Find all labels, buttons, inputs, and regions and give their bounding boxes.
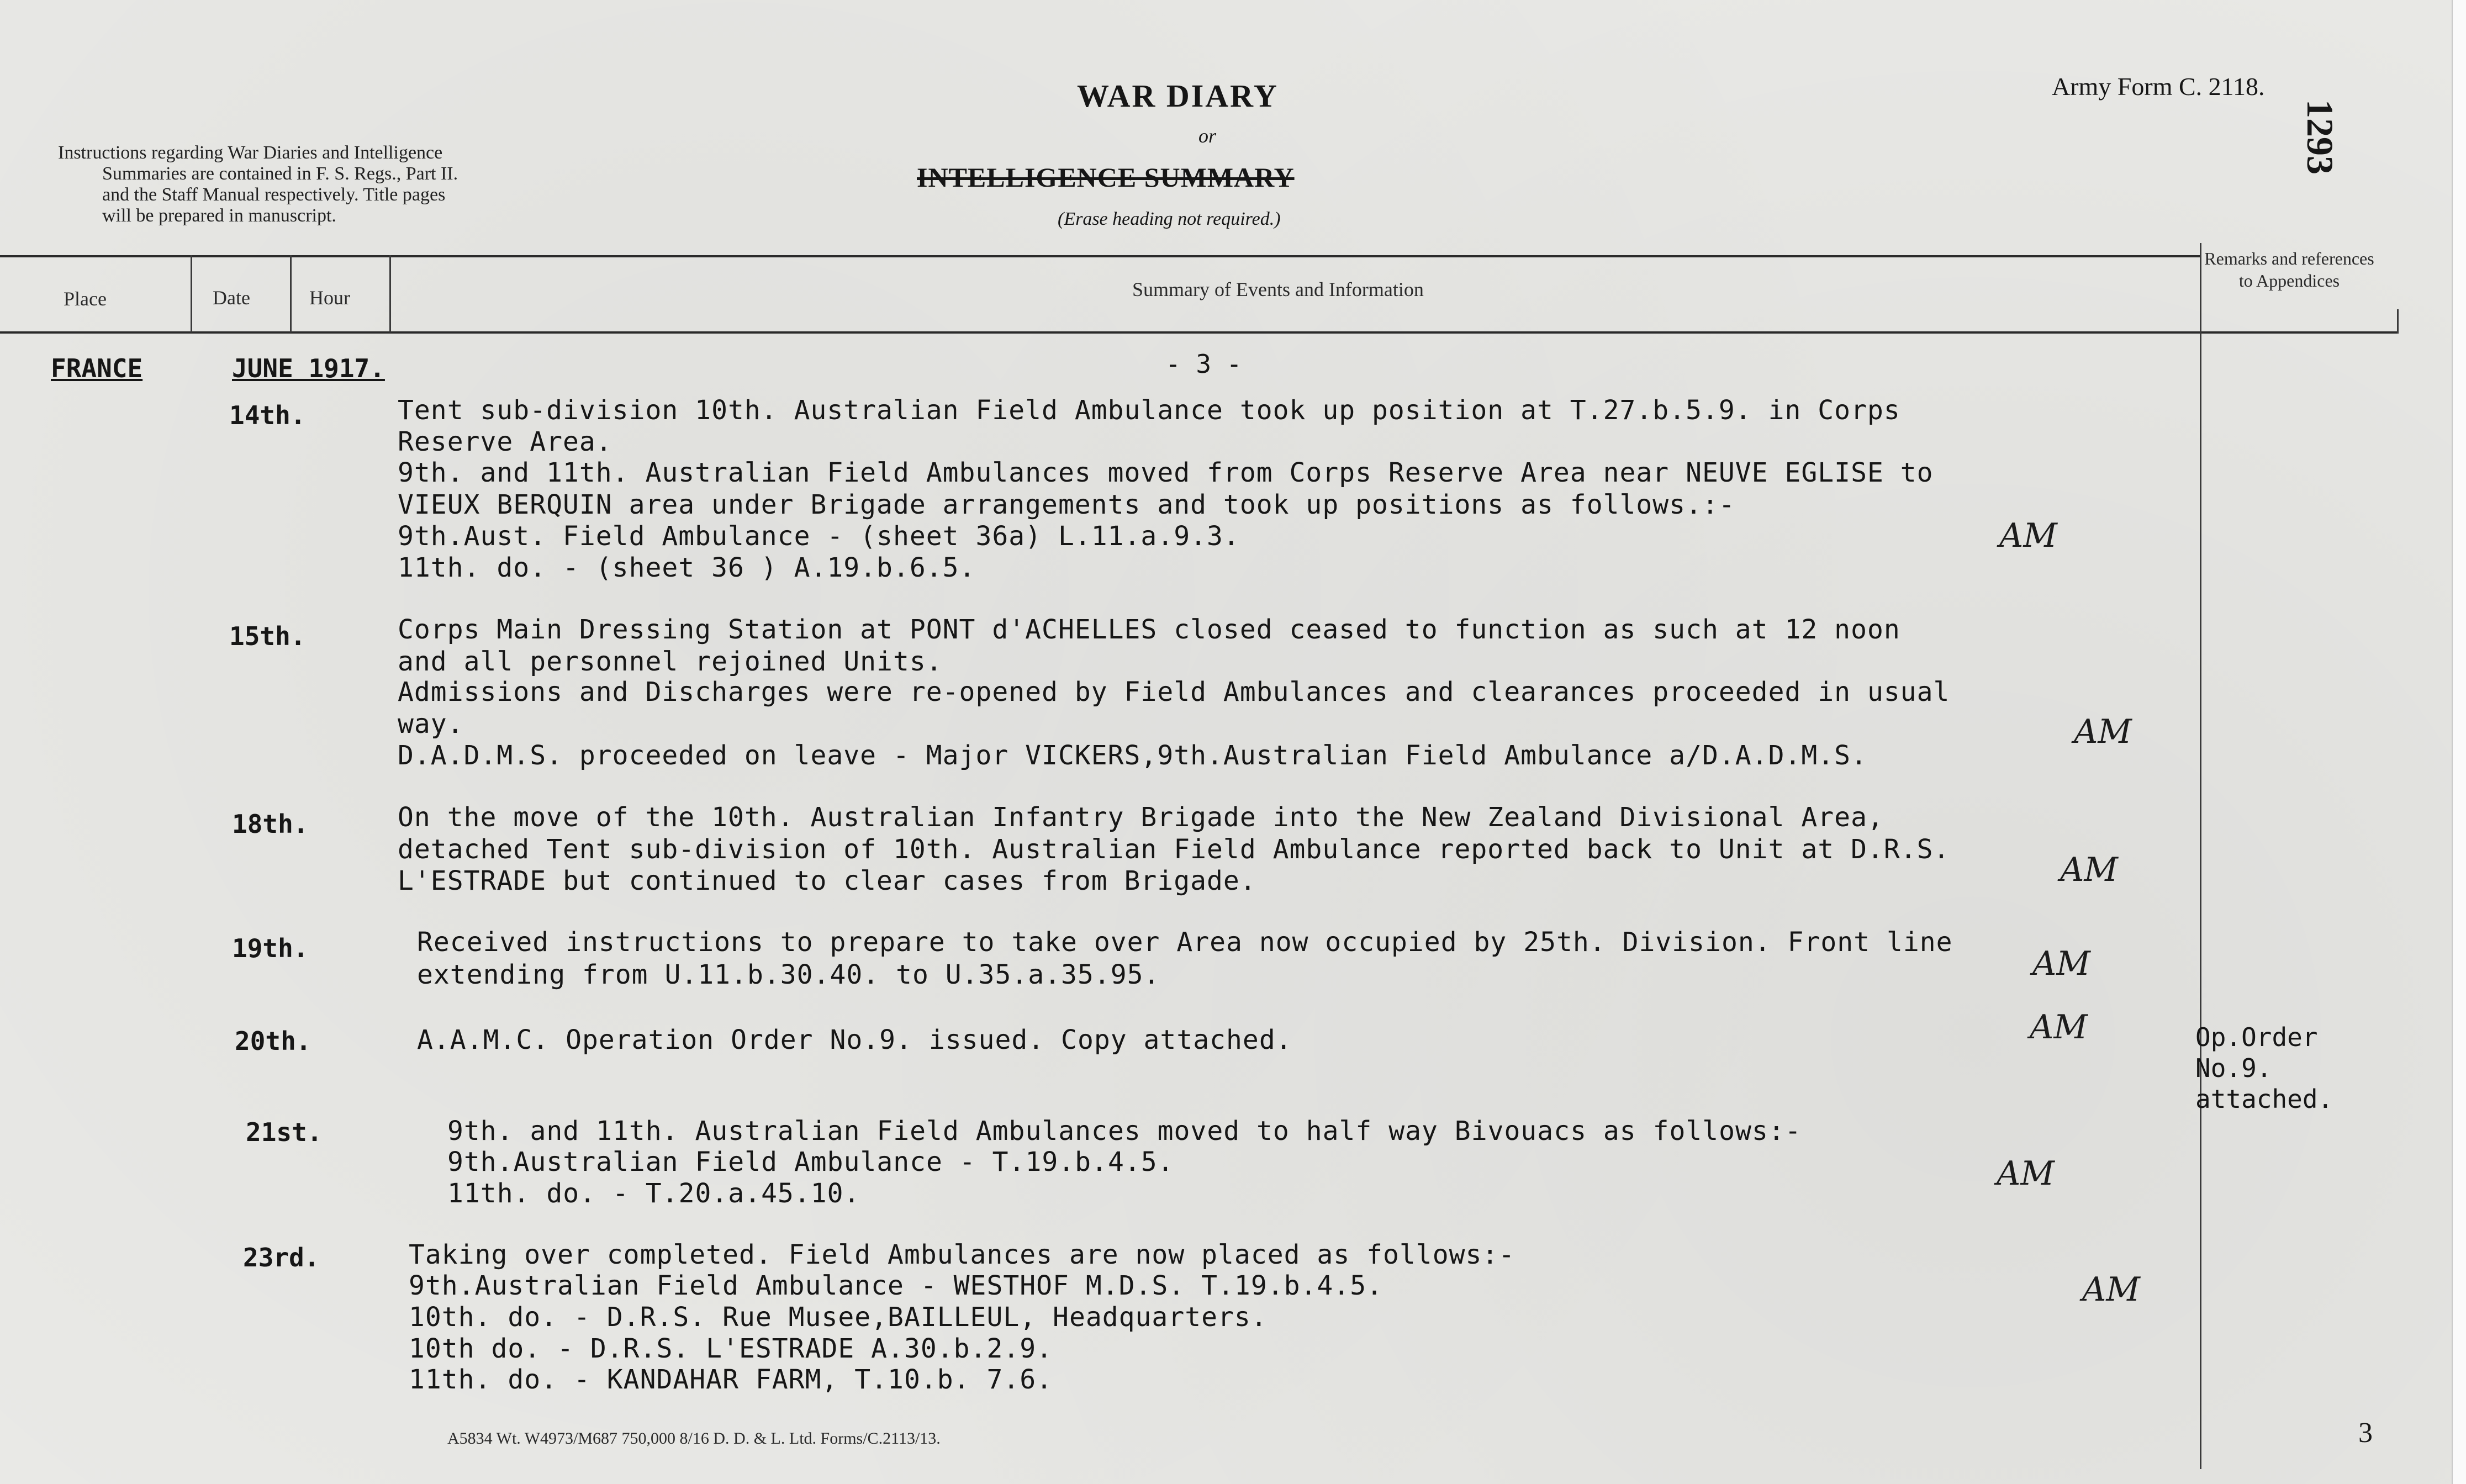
entry-line: Corps Main Dressing Station at PONT d'ACHELLES closed ceased to function as such at 12 noon <box>398 614 1900 645</box>
entry-line: Reserve Area. <box>398 426 612 457</box>
entry-line: detached Tent sub-division of 10th. Australian Field Ambulance reported back to Unit at D.R.S. <box>398 834 1950 865</box>
page-edge <box>2452 0 2466 1484</box>
initials-signature: AM <box>2082 1270 2140 1309</box>
initials-signature: AM <box>2060 851 2118 889</box>
entry-line: On the move of the 10th. Australian Infantry Brigade into the New Zealand Divisional Area, <box>398 802 1884 833</box>
entry-line: way. <box>398 709 464 740</box>
place-value: FRANCE <box>51 353 143 383</box>
instructions-note <box>58 142 638 226</box>
entry-line: 11th. do. - KANDAHAR FARM, T.10.b. 7.6. <box>409 1364 1053 1395</box>
entry-line: 11th. do. - T.20.a.45.10. <box>447 1178 860 1209</box>
entry-line: Admissions and Discharges were re-opened by Field Ambulances and clearances proceeded in usual <box>398 677 1950 707</box>
title-or: or <box>1198 125 1217 147</box>
page-title: WAR DIARY <box>1077 78 1279 114</box>
entry-line: extending from U.11.b.30.40. to U.35.a.35.95. <box>417 959 1160 990</box>
column-header-place: Place <box>64 288 107 310</box>
page-stamp-number: 1293 <box>2299 99 2341 175</box>
instructions-line: Summaries are contained in F. S. Regs., Part II. <box>102 163 458 184</box>
entry-line: 9th.Australian Field Ambulance - T.19.b.4.5. <box>447 1147 1174 1177</box>
entry-line: 9th.Aust. Field Ambulance - (sheet 36a) L.11.a.9.3. <box>398 521 1240 552</box>
entry-line: 10th do. - D.R.S. L'ESTRADE A.30.b.2.9. <box>409 1333 1053 1364</box>
entry-line: D.A.D.M.S. proceeded on leave - Major VICKERS,9th.Australian Field Ambulance a/D.A.D.M.S. <box>398 740 1867 771</box>
initials-signature: AM <box>2032 944 2090 983</box>
column-divider <box>290 255 292 332</box>
entry-line: VIEUX BERQUIN area under Brigade arrangements and took up positions as follows.:- <box>398 489 1735 520</box>
intelligence-summary-heading: INTELLIGENCE SUMMARY <box>917 162 1295 193</box>
remark-line: Op.Order <box>2195 1022 2318 1052</box>
entry-line: 9th.Australian Field Ambulance - WESTHOF M.D.S. T.19.b.4.5. <box>409 1270 1384 1301</box>
instructions-line: Instructions regarding War Diaries and Intelligence <box>58 142 443 163</box>
column-header-date: Date <box>213 287 250 309</box>
entry-line: and all personnel rejoined Units. <box>398 646 943 677</box>
entry-date: 18th. <box>232 809 309 839</box>
entry-line: 9th. and 11th. Australian Field Ambulances moved to half way Bivouacs as follows:- <box>447 1116 1802 1147</box>
entry-line: 9th. and 11th. Australian Field Ambulances moved from Corps Reserve Area near NEUVE EGLISE to <box>398 457 1934 488</box>
initials-signature: AM <box>2030 1008 2088 1047</box>
page-number: 3 <box>2358 1417 2373 1449</box>
month-value: JUNE 1917. <box>232 353 385 383</box>
column-header-remarks: Remarks and references to Appendices <box>2204 249 2374 291</box>
entry-line: Received instructions to prepare to take over Area now occupied by 25th. Division. Front line <box>417 927 1953 958</box>
remarks-edge-rule <box>2397 309 2399 334</box>
remark-line: No.9. <box>2195 1053 2272 1083</box>
erase-note: (Erase heading not required.) <box>1058 209 1281 229</box>
page-marker: - 3 - <box>1165 349 1242 379</box>
remark-op-order <box>2195 1022 2333 1115</box>
initials-signature: AM <box>1999 516 2057 555</box>
entry-date: 23rd. <box>243 1243 320 1272</box>
entry-line: L'ESTRADE but continued to clear cases from Brigade. <box>398 865 1256 896</box>
entry-date: 14th. <box>229 400 306 430</box>
army-form-label: Army Form C. 2118. <box>2052 72 2265 101</box>
column-header-hour: Hour <box>309 287 350 309</box>
header-bottom-rule <box>0 331 2397 334</box>
entry-line: A.A.M.C. Operation Order No.9. issued. Copy attached. <box>417 1024 1292 1055</box>
remark-line: attached. <box>2195 1084 2333 1114</box>
entry-line: 10th. do. - D.R.S. Rue Musee,BAILLEUL, Headquarters. <box>409 1302 1268 1333</box>
entry-date: 19th. <box>232 933 309 963</box>
instructions-line: will be prepared in manuscript. <box>102 205 336 226</box>
column-divider <box>389 255 391 332</box>
entry-date: 15th. <box>229 621 306 651</box>
column-divider <box>191 255 192 332</box>
column-header-summary: Summary of Events and Information <box>1132 278 1424 300</box>
initials-signature: AM <box>1997 1154 2055 1193</box>
printer-line: A5834 Wt. W4973/M687 750,000 8/16 D. D. & L. Ltd. Forms/C.2113/13. <box>447 1429 941 1448</box>
initials-signature: AM <box>2074 712 2132 751</box>
header-top-rule <box>0 255 2201 257</box>
entry-line: 11th. do. - (sheet 36 ) A.19.b.6.5. <box>398 552 976 583</box>
entry-line: Tent sub-division 10th. Australian Field Ambulance took up position at T.27.b.5.9. in Corps <box>398 395 1900 426</box>
remarks-column-divider <box>2200 243 2201 1469</box>
entry-date: 20th. <box>235 1026 311 1056</box>
entry-line: Taking over completed. Field Ambulances are now placed as follows:- <box>409 1239 1515 1270</box>
instructions-line: and the Staff Manual respectively. Title pages <box>102 184 446 205</box>
entry-date: 21st. <box>246 1117 323 1147</box>
